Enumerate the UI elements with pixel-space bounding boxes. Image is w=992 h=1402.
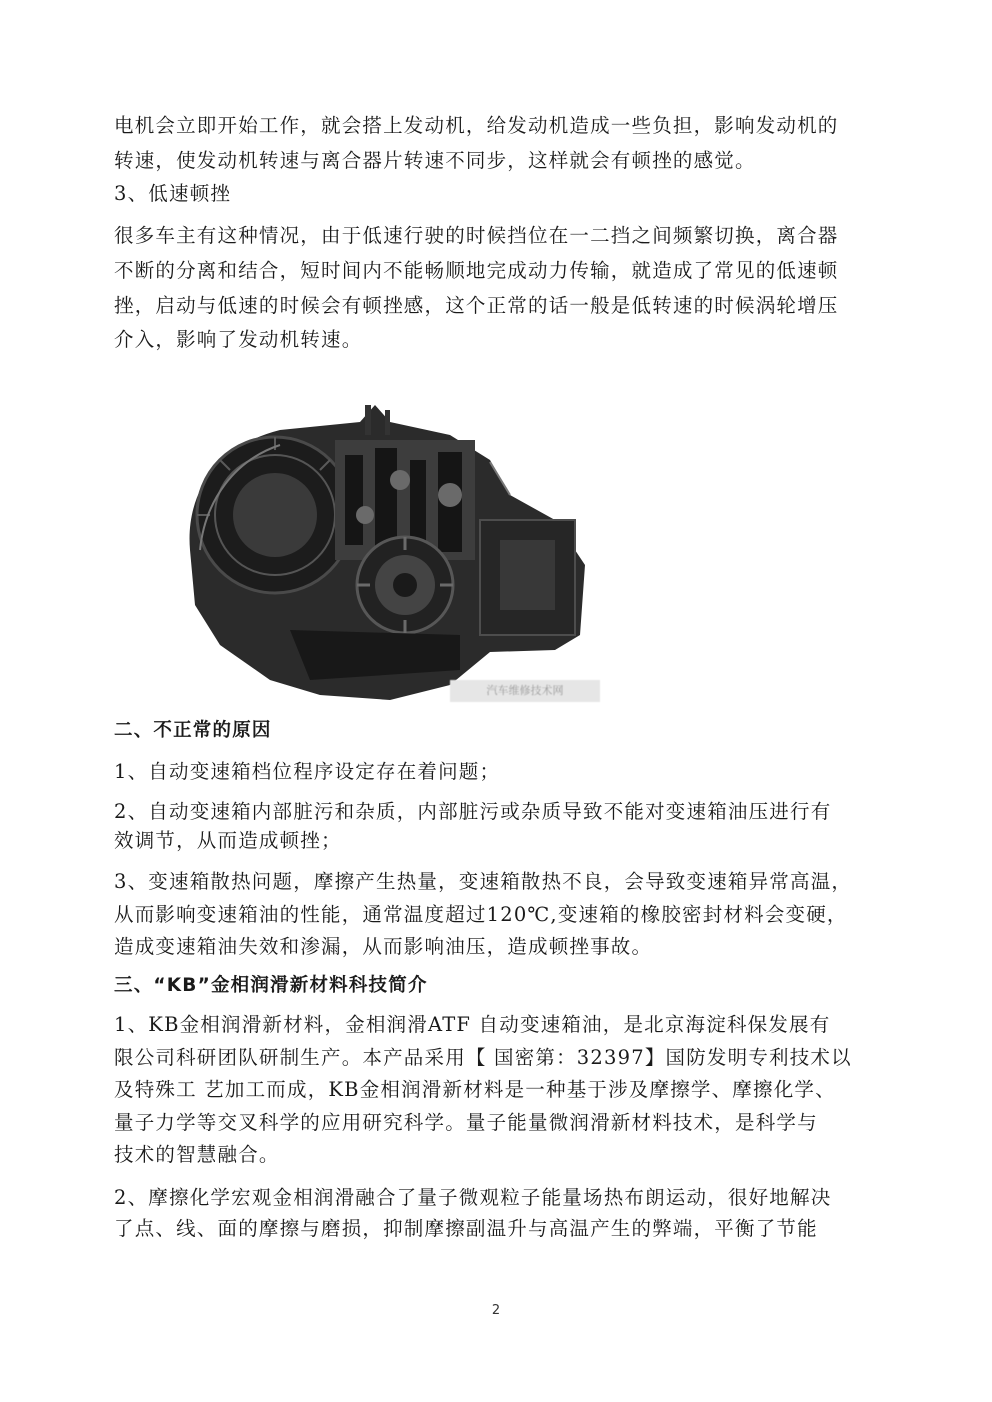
transmission-photo <box>160 400 600 710</box>
paragraph-line: 1、自动变速箱档位程序设定存在着问题； <box>114 760 501 783</box>
subheading-low-speed: 3、低速顿挫 <box>114 182 232 205</box>
paragraph-line: 2、自动变速箱内部脏污和杂质，内部脏污或杂质导致不能对变速箱油压进行有 <box>114 800 832 823</box>
section-heading: 二、不正常的原因 <box>114 720 272 741</box>
paragraph-line: 介入，影响了发动机转速。 <box>114 328 363 351</box>
page-number: 2 <box>491 1303 501 1318</box>
paragraph-line: 技术的智慧融合。 <box>114 1143 280 1166</box>
paragraph-line: 造成变速箱油失效和渗漏，从而影响油压，造成顿挫事故。 <box>114 935 653 958</box>
paragraph-line: 转速，使发动机转速与离合器片转速不同步，这样就会有顿挫的感觉。 <box>114 149 756 172</box>
paragraph-line: 挫，启动与低速的时候会有顿挫感，这个正常的话一般是低转速的时候涡轮增压 <box>114 294 839 317</box>
paragraph-line: 电机会立即开始工作，就会搭上发动机，给发动机造成一些负担，影响发动机的 <box>114 114 839 137</box>
image-watermark: 汽车维修技术网 <box>450 680 600 702</box>
paragraph-line: 及特殊工 艺加工而成，KB金相润滑新材料是一种基于涉及摩擦学、摩擦化学、 <box>114 1078 836 1101</box>
paragraph-line: 很多车主有这种情况，由于低速行驶的时候挡位在一二挡之间频繁切换，离合器 <box>114 224 839 247</box>
paragraph-line: 量子力学等交叉科学的应用研究科学。量子能量微润滑新材料技术，是科学与 <box>114 1111 818 1134</box>
paragraph-line: 不断的分离和结合，短时间内不能畅顺地完成动力传输，就造成了常见的低速顿 <box>114 259 839 282</box>
section-heading: 三、“KB”金相润滑新材料科技简介 <box>114 975 428 996</box>
paragraph-line: 效调节，从而造成顿挫； <box>114 829 342 852</box>
paragraph-line: 1、KB金相润滑新材料，金相润滑ATF 自动变速箱油，是北京海淀科保发展有 <box>114 1013 831 1036</box>
paragraph-line: 限公司科研团队研制生产。本产品采用【 国密第：32397】国防发明专利技术以 <box>114 1046 852 1069</box>
paragraph-line: 从而影响变速箱油的性能，通常温度超过120℃,变速箱的橡胶密封材料会变硬， <box>114 903 848 926</box>
paragraph-line: 了点、线、面的摩擦与磨损，抑制摩擦副温升与高温产生的弊端，平衡了节能 <box>114 1217 818 1240</box>
paragraph-line: 2、摩擦化学宏观金相润滑融合了量子微观粒子能量场热布朗运动，很好地解决 <box>114 1186 832 1209</box>
paragraph-line: 3、变速箱散热问题，摩擦产生热量，变速箱散热不良，会导致变速箱异常高温， <box>114 870 853 893</box>
